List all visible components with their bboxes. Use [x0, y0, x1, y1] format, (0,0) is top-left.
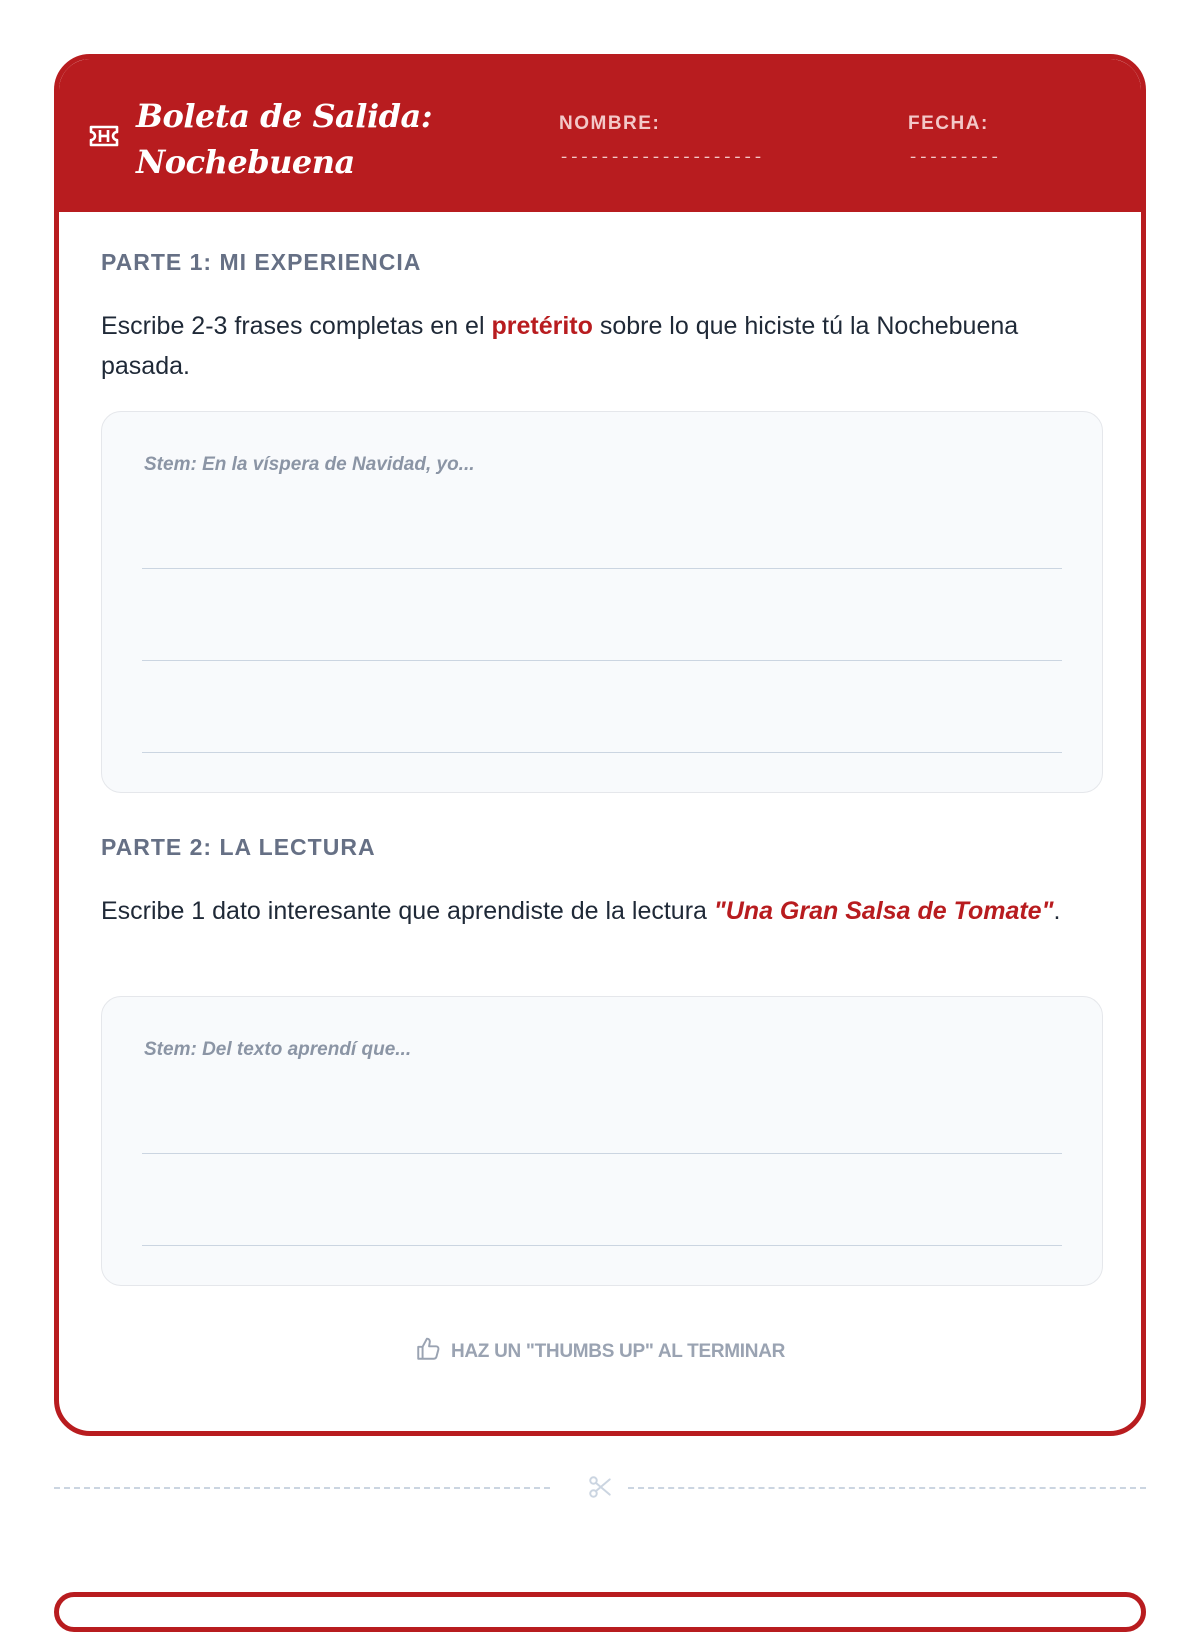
footer-note-text: HAZ UN "THUMBS UP" AL TERMINAR [450, 1341, 786, 1363]
writing-line [142, 1245, 1062, 1246]
part1-heading: PARTE 1: MI EXPERIENCIA [101, 249, 422, 275]
ticket-icon [89, 125, 119, 147]
page-title [136, 93, 476, 185]
reading-title: "Una Gran Salsa de Tomate" [713, 897, 1054, 925]
writing-line [142, 1153, 1062, 1154]
writing-line [142, 660, 1062, 661]
writing-line [142, 568, 1062, 569]
name-label: NOMBRE: [559, 113, 661, 134]
exit-ticket-card [54, 54, 1146, 1436]
thumbs-up-icon [415, 1336, 441, 1362]
cut-line-left [54, 1487, 550, 1489]
writing-line [142, 752, 1062, 753]
part1-stem: Stem: En la víspera de Navidad, yo... [144, 454, 475, 475]
part2-prompt-end: . [1053, 897, 1061, 925]
scissors-icon [587, 1474, 613, 1500]
part2-answer-box[interactable] [101, 996, 1103, 1286]
part1-prompt-end: sobre lo que hiciste tú la Nochebuena pasada. [101, 312, 1019, 380]
title-line-2: Nochebuena [136, 143, 355, 181]
preterite-keyword: pretérito [491, 312, 593, 340]
cut-line-right [628, 1487, 1146, 1489]
title-line-1: Boleta de Salida: [136, 97, 433, 135]
part2-heading: PARTE 2: LA LECTURA [101, 834, 376, 860]
part2-prompt-text: Escribe 1 dato interesante que aprendiste de la lectura [101, 897, 714, 925]
part1-answer-box[interactable] [101, 411, 1103, 793]
date-field[interactable]: --------- [908, 149, 1000, 168]
name-field[interactable]: -------------------- [559, 149, 764, 168]
part2-prompt [101, 891, 1061, 931]
next-ticket-card [54, 1592, 1146, 1632]
footer-note [59, 1339, 1141, 1365]
part1-prompt [101, 306, 1061, 386]
part1-prompt-text: Escribe 2-3 frases completas en el [101, 312, 492, 340]
date-label: FECHA: [908, 113, 989, 134]
ticket-header [59, 59, 1141, 212]
part2-stem: Stem: Del texto aprendí que... [144, 1039, 412, 1060]
